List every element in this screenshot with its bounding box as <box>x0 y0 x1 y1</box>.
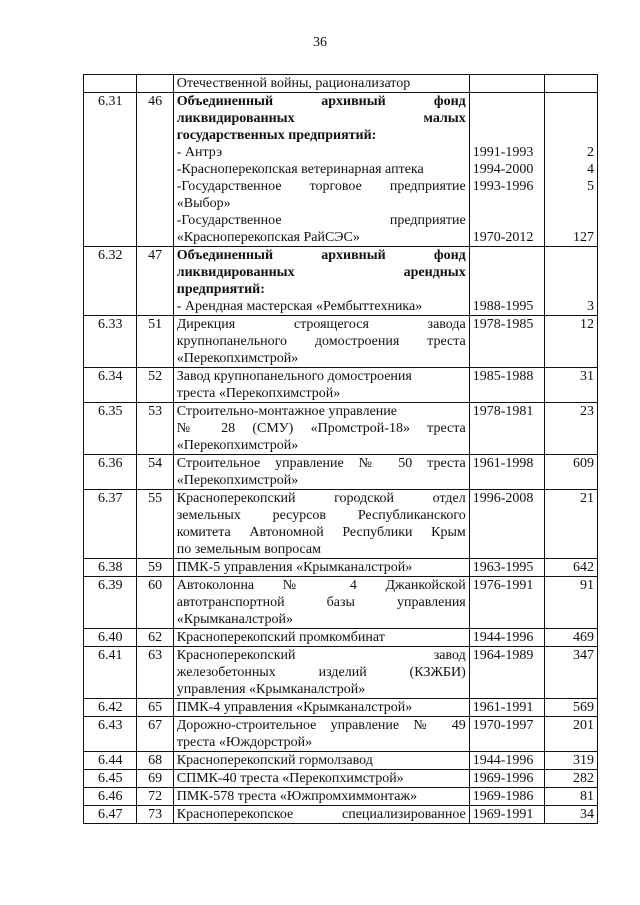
row-number <box>87 75 133 92</box>
items-count-cell <box>544 629 597 647</box>
fund-number: 60 <box>148 578 163 593</box>
items-count: 5 <box>587 179 594 194</box>
row-number: 6.36 <box>97 456 123 471</box>
years-value <box>473 247 541 264</box>
items-count-cell <box>544 788 597 806</box>
fund-number-cell <box>137 316 173 368</box>
years-value: 1993-1996 <box>472 179 534 194</box>
table-row <box>84 717 598 752</box>
fund-number-cell <box>137 247 173 316</box>
row-number: 6.34 <box>97 369 123 384</box>
fund-number: 63 <box>148 648 163 663</box>
fund-name-line: по земельным вопросам <box>176 542 322 557</box>
items-count: 127 <box>573 230 594 245</box>
fund-name-line: «Перекопхимстрой» <box>176 351 299 366</box>
items-count <box>548 264 594 281</box>
fund-name-line: Дирекция строящегося завода <box>176 317 466 332</box>
years-value: 1988-1995 <box>472 299 534 314</box>
row-number: 6.44 <box>97 753 123 768</box>
table-row <box>84 647 598 699</box>
row-number-cell <box>84 629 137 647</box>
row-number: 6.40 <box>97 630 123 645</box>
years-value <box>473 212 541 229</box>
fund-name-line: Красноперекопский гормолзавод <box>176 753 373 768</box>
fund-number-cell <box>137 806 173 824</box>
years-value: 1969-1986 <box>472 789 534 804</box>
fund-name-cell <box>173 717 469 752</box>
row-number: 6.35 <box>97 404 123 419</box>
items-count: 23 <box>580 404 594 419</box>
fund-name-cell <box>173 247 469 316</box>
fund-number-cell <box>137 717 173 752</box>
fund-name-line: треста «Перекопхимстрой» <box>176 386 341 401</box>
fund-name-line: ПМК-578 треста «Южпромхиммонтаж» <box>176 789 418 804</box>
fund-number-cell <box>137 455 173 490</box>
fund-number: 51 <box>148 317 163 332</box>
fund-name-line: Автоколонна № 4 Джанкойской <box>176 578 466 593</box>
fund-number: 69 <box>148 771 163 786</box>
archive-table-body <box>84 75 598 824</box>
table-row <box>84 368 598 403</box>
fund-name-line: - Антрэ <box>176 145 223 160</box>
fund-name-line: Красноперекопский городской отдел <box>176 491 466 506</box>
row-number-cell <box>84 455 137 490</box>
row-number-cell <box>84 770 137 788</box>
fund-name-cell <box>173 490 469 559</box>
fund-name-line: «Крымканалстрой» <box>176 612 293 627</box>
fund-name-cell <box>173 647 469 699</box>
years-cell <box>469 368 544 403</box>
items-count-cell <box>544 455 597 490</box>
fund-number: 55 <box>148 491 163 506</box>
years-value <box>473 93 541 110</box>
fund-number <box>140 75 169 92</box>
fund-number-cell <box>137 559 173 577</box>
fund-name-line: управления «Крымканалстрой» <box>176 682 366 697</box>
items-count: 12 <box>580 317 594 332</box>
years-value: 1961-1991 <box>472 700 534 715</box>
row-number-cell <box>84 490 137 559</box>
fund-name-cell <box>173 629 469 647</box>
row-number-cell <box>84 788 137 806</box>
years-cell <box>469 75 544 93</box>
fund-name-line: СПМК-40 треста «Перекопхимстрой» <box>176 771 404 786</box>
archive-funds-table <box>83 74 598 824</box>
items-count: 201 <box>573 718 594 733</box>
fund-number: 53 <box>148 404 163 419</box>
row-number-cell <box>84 368 137 403</box>
fund-name-line: ПМК-4 управления «Крымканалстрой» <box>176 700 413 715</box>
table-row <box>84 93 598 247</box>
items-count: 347 <box>573 648 594 663</box>
years-value: 1963-1995 <box>472 560 534 575</box>
years-value: 1944-1996 <box>472 630 534 645</box>
fund-name-cell <box>173 806 469 824</box>
items-count-cell <box>544 577 597 629</box>
fund-number: 47 <box>148 248 163 263</box>
fund-name-cell <box>173 788 469 806</box>
years-cell <box>469 316 544 368</box>
fund-number-cell <box>137 788 173 806</box>
items-count: 4 <box>587 162 594 177</box>
fund-name-cell <box>173 699 469 717</box>
years-cell <box>469 752 544 770</box>
fund-name-line: Красноперекопский промкомбинат <box>176 630 385 645</box>
years-value: 1996-2008 <box>472 491 534 506</box>
table-row <box>84 247 598 316</box>
items-count: 91 <box>580 578 594 593</box>
fund-name-line: № 28 (СМУ) «Промстрой-18» треста <box>176 421 466 436</box>
items-count-cell <box>544 559 597 577</box>
years-cell <box>469 455 544 490</box>
items-count: 569 <box>573 700 594 715</box>
items-count <box>548 93 594 110</box>
years-cell <box>469 717 544 752</box>
row-number: 6.38 <box>97 560 123 575</box>
fund-number-cell <box>137 629 173 647</box>
years-cell <box>469 629 544 647</box>
years-cell <box>469 93 544 247</box>
years-cell <box>469 806 544 824</box>
fund-name-cell <box>173 93 469 247</box>
items-count: 3 <box>587 299 594 314</box>
years-cell <box>469 788 544 806</box>
fund-name-line: -Красноперекопская ветеринарная аптека <box>176 162 424 177</box>
row-number-cell <box>84 752 137 770</box>
fund-name-cell <box>173 316 469 368</box>
years-cell <box>469 770 544 788</box>
table-row <box>84 629 598 647</box>
page-number: 36 <box>313 35 327 50</box>
fund-number-cell <box>137 75 173 93</box>
fund-name-line: Объединенный архивный фонд <box>176 94 466 109</box>
row-number-cell <box>84 316 137 368</box>
fund-number: 65 <box>148 700 163 715</box>
fund-name-line: предприятий: <box>176 282 265 297</box>
items-count: 34 <box>580 807 594 822</box>
row-number: 6.39 <box>97 578 123 593</box>
years-value: 1978-1981 <box>472 404 534 419</box>
items-count-cell <box>544 368 597 403</box>
items-count: 21 <box>580 491 594 506</box>
fund-name-line: Дорожно-строительное управление № 49 <box>176 718 466 733</box>
fund-number: 67 <box>148 718 163 733</box>
fund-name-line: ПМК-5 управления «Крымканалстрой» <box>176 560 413 575</box>
fund-name-line: Завод крупнопанельного домостроения <box>176 369 412 384</box>
fund-name-line: «Красноперекопская РайСЭС» <box>176 230 360 245</box>
fund-name-line: ликвидированных арендных <box>176 265 466 280</box>
row-number-cell <box>84 647 137 699</box>
items-count-cell <box>544 647 597 699</box>
fund-number-cell <box>137 752 173 770</box>
row-number-cell <box>84 247 137 316</box>
fund-number-cell <box>137 770 173 788</box>
items-count-cell <box>544 403 597 455</box>
fund-number: 46 <box>148 94 163 109</box>
fund-number-cell <box>137 490 173 559</box>
fund-name-cell <box>173 403 469 455</box>
fund-name-line: - Арендная мастерская «Рембыттехника» <box>176 299 423 314</box>
items-count-cell <box>544 316 597 368</box>
years-cell <box>469 559 544 577</box>
years-value: 1976-1991 <box>472 578 534 593</box>
items-count <box>548 127 594 144</box>
table-row <box>84 490 598 559</box>
years-value: 1970-2012 <box>472 230 534 245</box>
items-count-cell <box>544 490 597 559</box>
items-count: 282 <box>573 771 594 786</box>
fund-name-cell <box>173 75 469 93</box>
fund-name-line: комитета Автономной Республики Крым <box>176 525 466 540</box>
fund-number-cell <box>137 93 173 247</box>
years-cell <box>469 647 544 699</box>
years-value: 1970-1997 <box>472 718 534 733</box>
fund-number: 54 <box>148 456 163 471</box>
fund-name-cell <box>173 577 469 629</box>
years-value <box>473 195 541 212</box>
row-number: 6.41 <box>97 648 123 663</box>
years-value <box>473 127 541 144</box>
fund-name-line: железобетонных изделий (КЗЖБИ) <box>176 665 466 680</box>
row-number: 6.45 <box>97 771 123 786</box>
years-value <box>473 110 541 127</box>
row-number: 6.42 <box>97 700 123 715</box>
fund-name-line: государственных предприятий: <box>176 128 377 143</box>
fund-name-line: Объединенный архивный фонд <box>176 248 466 263</box>
years-cell <box>469 699 544 717</box>
years-value: 1985-1988 <box>472 369 534 384</box>
table-row <box>84 559 598 577</box>
years-value: 1994-2000 <box>472 162 534 177</box>
fund-number: 68 <box>148 753 163 768</box>
row-number-cell <box>84 403 137 455</box>
items-count <box>548 212 594 229</box>
items-count: 642 <box>573 560 594 575</box>
row-number: 6.32 <box>97 248 123 263</box>
fund-number: 72 <box>148 789 163 804</box>
items-count-cell <box>544 717 597 752</box>
years-value <box>473 281 541 298</box>
fund-number: 62 <box>148 630 163 645</box>
items-count <box>548 247 594 264</box>
items-count <box>548 281 594 298</box>
items-count: 31 <box>580 369 594 384</box>
items-count-cell <box>544 806 597 824</box>
table-row <box>84 403 598 455</box>
fund-name-line: автотранспортной базы управления <box>176 595 466 610</box>
fund-name-line: «Перекопхимстрой» <box>176 473 299 488</box>
table-row <box>84 752 598 770</box>
years-value: 1969-1996 <box>472 771 534 786</box>
table-row <box>84 806 598 824</box>
fund-number: 73 <box>148 807 163 822</box>
fund-name-line: Строительно-монтажное управление <box>176 404 397 419</box>
row-number-cell <box>84 806 137 824</box>
fund-name-line: Красноперекопский завод <box>176 648 466 663</box>
fund-number: 59 <box>148 560 163 575</box>
fund-number-cell <box>137 647 173 699</box>
items-count-cell <box>544 75 597 93</box>
years-value: 1991-1993 <box>472 145 534 160</box>
table-row <box>84 577 598 629</box>
row-number: 6.46 <box>97 789 123 804</box>
table-row <box>84 316 598 368</box>
fund-name-cell <box>173 368 469 403</box>
row-number-cell <box>84 699 137 717</box>
table-row <box>84 699 598 717</box>
items-count <box>548 195 594 212</box>
years-value: 1964-1989 <box>472 648 534 663</box>
years-cell <box>469 577 544 629</box>
years-value: 1944-1996 <box>472 753 534 768</box>
years-value: 1969-1991 <box>472 807 534 822</box>
table-row <box>84 75 598 93</box>
fund-number-cell <box>137 368 173 403</box>
items-count <box>548 110 594 127</box>
table-row <box>84 455 598 490</box>
fund-name-cell <box>173 559 469 577</box>
row-number: 6.43 <box>97 718 123 733</box>
fund-name-line: Отечественной войны, рационализатор <box>176 76 411 91</box>
row-number-cell <box>84 577 137 629</box>
items-count: 609 <box>573 456 594 471</box>
fund-number: 52 <box>148 369 163 384</box>
row-number: 6.37 <box>97 491 123 506</box>
fund-name-line: «Перекопхимстрой» <box>176 438 299 453</box>
items-count: 81 <box>580 789 594 804</box>
items-count: 2 <box>587 145 594 160</box>
items-count-cell <box>544 752 597 770</box>
row-number: 6.31 <box>97 94 123 109</box>
fund-number-cell <box>137 577 173 629</box>
table-row <box>84 788 598 806</box>
fund-name-cell <box>173 770 469 788</box>
items-count-cell <box>544 93 597 247</box>
table-row <box>84 770 598 788</box>
items-count: 319 <box>573 753 594 768</box>
fund-number-cell <box>137 699 173 717</box>
row-number-cell <box>84 93 137 247</box>
fund-name-line: Красноперекопское специализированное <box>176 807 466 822</box>
items-count-cell <box>544 247 597 316</box>
fund-name-line: крупнопанельного домостроения треста <box>176 334 466 349</box>
fund-name-line: «Выбор» <box>176 196 231 211</box>
fund-name-cell <box>173 455 469 490</box>
fund-name-line: треста «Юждорстрой» <box>176 735 313 750</box>
years-value <box>473 264 541 281</box>
row-number-cell <box>84 75 137 93</box>
years-cell <box>469 490 544 559</box>
years-value: 1978-1985 <box>472 317 534 332</box>
row-number-cell <box>84 559 137 577</box>
years-cell <box>469 247 544 316</box>
items-count: 469 <box>573 630 594 645</box>
fund-name-line: ликвидированных малых <box>176 111 466 126</box>
row-number: 6.33 <box>97 317 123 332</box>
fund-name-line: Строительное управление № 50 треста <box>176 456 466 471</box>
fund-name-line: -Государственное предприятие <box>176 213 466 228</box>
fund-name-line: -Государственное торговое предприятие <box>176 179 466 194</box>
row-number: 6.47 <box>97 807 123 822</box>
row-number-cell <box>84 717 137 752</box>
fund-number-cell <box>137 403 173 455</box>
items-count-cell <box>544 699 597 717</box>
items-count-cell <box>544 770 597 788</box>
years-value: 1961-1998 <box>472 456 534 471</box>
years-cell <box>469 403 544 455</box>
fund-name-cell <box>173 752 469 770</box>
fund-name-line: земельных ресурсов Республиканского <box>176 508 466 523</box>
